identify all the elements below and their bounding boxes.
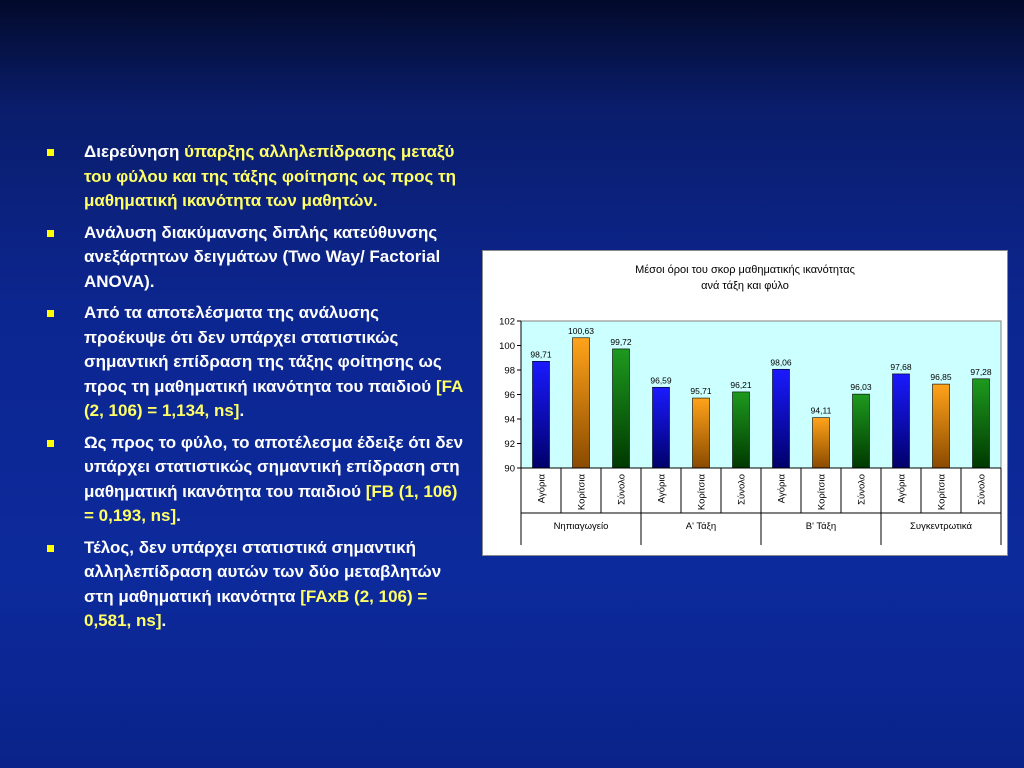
x-tick-label: Αγόρια [536, 474, 548, 504]
bar [853, 394, 870, 468]
bar [533, 361, 550, 468]
bullet-item: Από τα αποτελέσματα της ανάλυσης προέκυψε ότι δεν υπάρχει στατιστικώς σημαντική επίδραση της τάξης φοίτησης ως προς τη μαθηματική ικανότητα του παιδιού [FA (2, 106) = 1,134, ns]. [44, 301, 464, 424]
y-tick-label: 98 [504, 365, 515, 377]
group-label: Α' Τάξη [685, 521, 717, 532]
bar [613, 349, 630, 468]
y-tick-label: 90 [504, 463, 515, 475]
bar [813, 418, 830, 468]
data-label: 97,28 [970, 366, 992, 377]
bullet-item: Ανάλυση διακύμανσης διπλής κατεύθυνσης ανεξάρτητων δειγμάτων (Two Way/ Factorial ANOVA). [44, 221, 464, 295]
x-tick-label: Κορίτσια [936, 474, 948, 511]
data-label: 96,85 [930, 372, 952, 383]
data-label: 96,03 [850, 382, 872, 393]
data-label: 98,06 [770, 357, 792, 368]
data-label: 95,71 [690, 386, 712, 397]
bullet-square-icon [47, 310, 54, 317]
bar [893, 374, 910, 468]
y-tick-label: 100 [499, 341, 515, 352]
bar [573, 338, 590, 468]
bar [693, 398, 710, 468]
group-label: Β' Τάξη [805, 521, 837, 532]
bullet-item: Διερεύνηση ύπαρξης αλληλεπίδρασης μεταξύ του φύλου και της τάξης φοίτησης ως προς τη μαθηματική ικανότητα των μαθητών. [44, 140, 464, 214]
x-tick-label: Κορίτσια [696, 474, 708, 511]
x-tick-label: Κορίτσια [576, 474, 588, 511]
y-tick-label: 94 [504, 414, 515, 426]
chart-title: Μέσοι όροι του σκορ μαθηματικής ικανότητας [635, 264, 855, 276]
bar [973, 379, 990, 468]
bullet-list [44, 140, 464, 641]
bar [733, 392, 750, 468]
x-tick-label: Αγόρια [776, 474, 788, 504]
chart-container [482, 250, 1008, 556]
group-label: Νηπιαγωγείο [553, 521, 609, 532]
x-tick-label: Σύνολο [616, 474, 628, 505]
data-label: 96,21 [730, 379, 752, 390]
data-label: 98,71 [530, 349, 552, 360]
bar [933, 384, 950, 468]
x-tick-label: Σύνολο [976, 474, 988, 505]
plot-area [521, 321, 1001, 468]
bar [773, 369, 790, 468]
data-label: 97,68 [890, 361, 912, 372]
chart-subtitle: ανά τάξη και φύλο [701, 280, 789, 292]
group-label: Συγκεντρωτικά [910, 521, 972, 532]
x-tick-label: Αγόρια [896, 474, 908, 504]
bar [653, 387, 670, 468]
y-tick-label: 96 [504, 390, 515, 401]
x-tick-label: Σύνολο [856, 474, 868, 505]
data-label: 99,72 [610, 336, 632, 347]
bullet-square-icon [47, 440, 54, 447]
x-tick-label: Κορίτσια [816, 474, 828, 511]
y-tick-label: 92 [504, 439, 515, 450]
bullet-square-icon [47, 149, 54, 156]
x-tick-label: Αγόρια [656, 474, 668, 504]
y-tick-label: 102 [499, 316, 515, 328]
x-tick-label: Σύνολο [736, 474, 748, 505]
bullet-item: Ως προς το φύλο, το αποτέλεσμα έδειξε ότι δεν υπάρχει στατιστικώς σημαντική επίδραση στη μαθηματική ικανότητα του παιδιού [FB (1, 106) = 0,193, ns]. [44, 431, 464, 529]
bullet-square-icon [47, 545, 54, 552]
data-label: 94,11 [810, 405, 832, 416]
data-label: 96,59 [650, 375, 672, 386]
data-label: 100,63 [568, 325, 594, 336]
bullet-item: Τέλος, δεν υπάρχει στατιστικά σημαντική αλληλεπίδραση αυτών των δύο μεταβλητών στη μαθηματική ικανότητα [FAxB (2, 106) = 0,581, ns]. [44, 536, 464, 634]
bullet-square-icon [47, 230, 54, 237]
bar-chart [483, 251, 1007, 555]
